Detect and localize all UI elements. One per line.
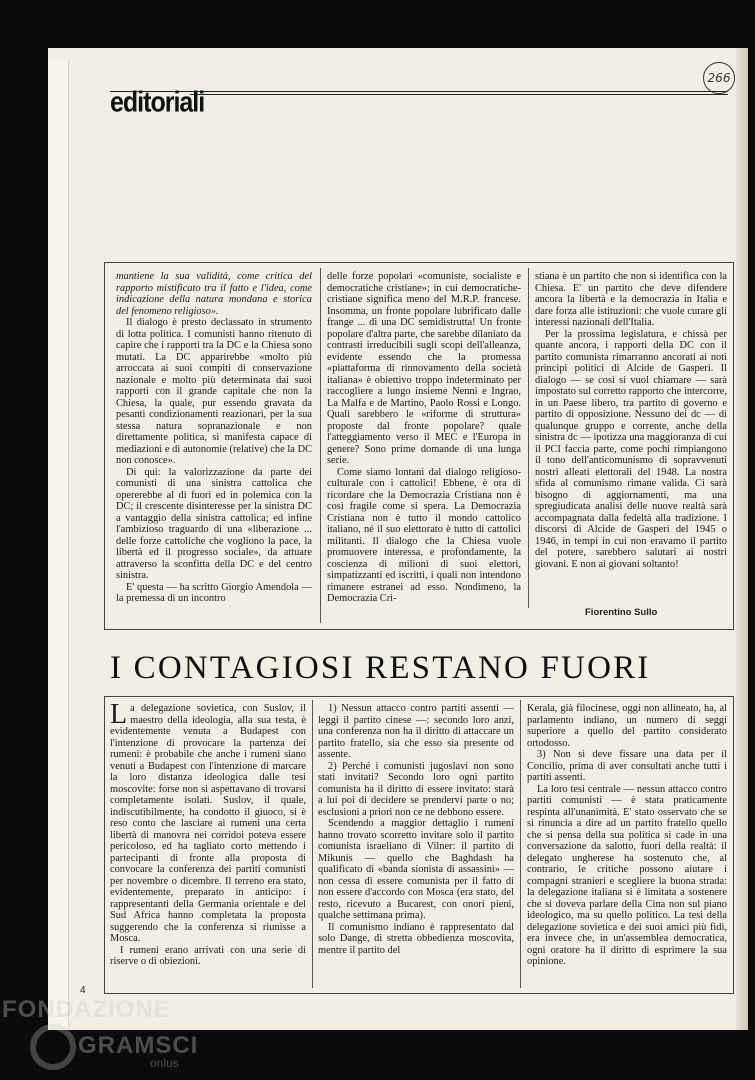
editorial-column-2 (327, 271, 521, 605)
column-divider (528, 268, 529, 608)
watermark-text: GRAMSCI (78, 1032, 199, 1059)
paragraph: delle forze popolari «comuniste, socialiste e democratiche cristiane»; in cui democratiche-cristiane significa meno del M.R.P. francese. Insomma, un fronte popolare lubrificato dalle frange ... di una DC semidistrutta! Un fronte popolare d'altra parte, che sarebbe dilaniato da contrasti irreducibili sugli scopi dell'alleanza, evidente essendo che la promessa «piattaforma di rinnovamento della società italiana» è obiettivo troppo indeterminato per raccogliere a lungo insieme Nenni e Ingrao, La Malfa e de Martino, Paolo Rossi e Longo. Quali sarebbero le «riforme di struttura» proposte dal fronte popolare? quale l'atteggiamento verso il MEC e l'Europa in genere? Sono prime domande di una lunga serie. (327, 271, 521, 466)
article-column-3 (527, 703, 727, 968)
paragraph-text: a delegazione sovietica, con Suslov, il maestro della ideologia, alla sua testa, è evidentemente venuta a Budapest con l'intenzione di provocare la partenza dei rumeni: è probabile che anche i rumeni siano venuti a Budapest con l'intenzione di marcare la loro distanza ideologica dalle tesi moscovite: forse non si aspettavano di trovarsi completamente isolati. Suslov, il quale, indiscutibilmente, ha condotto il giuoco, si è reso conto che lasciare ai rumeni una certa libertà di manovra nei corridoi poteva essere pericoloso, ed ha tagliato corto mettendo i partecipanti di fronte alla proposta di convocare la conferenza dei partiti comunisti per novembre o dicembre. Il terreno era stato, evidentemente, preparato in anticipo: i rappresentanti della Germania orientale e del Sud Africa hanno completata la proposta suggerendo che la conferenza si riunisse a Mosca. (110, 703, 306, 944)
column-divider (312, 700, 313, 988)
article-column-2 (318, 703, 514, 956)
paragraph (110, 699, 306, 945)
page-binding-edge (48, 60, 69, 1030)
paragraph: Il dialogo è presto declassato in strumento di lotta politica. I comunisti hanno ritenuto di capire che i rapporti tra la DC e la Chiesa sono mutati. La DC apparirebbe «molto più arroccata ai suoi compiti di conservazione nazionale e molto più determinata dai suoi rapporti con il grande capitale che non la Chiesa, la quale, pur essendo gravata da pesanti condizionamenti reazionari, per la sua stessa natura sopranazionale e non direttamente politica, si manifesta capace di mediazioni e di autonomie (relative) che la DC non conosce». (116, 317, 312, 466)
column-divider (320, 268, 321, 623)
drop-cap: L (110, 699, 128, 730)
paragraph: mantiene la sua validità, come critica del rapporto mistificato tra il fatto e l'idea, come indicazione della natura mondana e storica del fenomeno religioso». (116, 271, 312, 317)
watermark-text: onlus (150, 1056, 179, 1070)
column-divider (520, 700, 521, 988)
paragraph: Scendendo a maggior dettaglio i rumeni hanno trovato scorretto invitare solo il partito comunista israeliano di Vilner: il partito di Mikunis — quello che Baghdash ha qualificato di «banda sionista di assassini» — non cessa di essere comunista per il fatto di non essere d'accordo con Mosca (era stato, del resto, ricevuto a Bucarest, con onori pieni, qualche settimana prima). (318, 818, 514, 921)
editorial-column-3 (535, 271, 727, 570)
paragraph: Il comunismo indiano è rappresentato dal solo Dange, di stretta obbedienza moscovita, mentre il partito del (318, 921, 514, 956)
paragraph: 1) Nessun attacco contro partiti assenti — leggi il partito cinese —: secondo loro anzi, una conferenza non ha il diritto di attaccare un partito fratello, sia che esso sia presente od assente. (318, 703, 514, 760)
paragraph: Di qui: la valorizzazione da parte dei comunisti di una sinistra cattolica che opererebbe al di fuori ed in polemica con la DC; il crescente disinteresse per la sinistra DC a vantaggio della sinistra cattolica; ed infine l'ambizioso traguardo di una «liberazione ... delle forze cattoliche che vogliono la pace, la libertà ed il progresso sociale», da attuare attraverso la sconfitta della DC e del centro sinistra. (116, 466, 312, 581)
paragraph: 3) Non si deve fissare una data per il Concilio, prima di aver consultati anche tutti i partiti assenti. (527, 749, 727, 783)
page-right-edge (736, 48, 748, 1030)
page-folio: 4 (80, 985, 86, 996)
article-headline: I CONTAGIOSI RESTANO FUORI (110, 650, 651, 686)
paragraph: Kerala, già filocinese, oggi non allineato, ha, al parlamento indiano, un numero di seggi superiore a quello del partito considerato ortodosso. (527, 703, 727, 749)
article-column-1 (110, 699, 306, 968)
paragraph: stiana è un partito che non si identifica con la Chiesa. E' un partito che deve difendere ancora la libertà e la democrazia in Italia e dare forza alle istituzioni: che vuole curare gli interessi nazionali dell'Italia. (535, 271, 727, 328)
paragraph: I rumeni erano arrivati con una serie di riserve o di obiezioni. (110, 944, 306, 967)
paragraph: Come siamo lontani dal dialogo religioso-culturale con i cattolici! Ebbene, è ora di ricordare che la Democrazia Cristiana non è così fragile come si spera. La Democrazia Cristiana non è tutto il mondo cattolico italiano, né il suo elettorato è tutto di cattolici militanti. Il dialogo che la Chiesa vuole promuovere interessa, e profondamente, la coscienza di milioni di suoi elettori, simpatizzanti ed iscritti, i quali non intendono rimanere estranei ad esso. Nondimeno, la Democrazia Cri- (327, 466, 521, 604)
paragraph: E' questa — ha scritto Giorgio Amendola — la premessa di un incontro (116, 581, 312, 604)
author-signature: Fiorentino Sullo (585, 607, 658, 618)
paragraph: La loro tesi centrale — nessun attacco contro partiti comunisti — è stata praticamente respinta all'unanimità. E' stato osservato che se si rinuncia a dire ad un partito fratello quello che si pensa della sua politica si cade in una conversazione da salotto, fuori della realtà: il delegato ungherese ha sostenuto che, al contrario, le critiche possono aiutare i compagni stranieri e scegliere la buona strada: la delegazione italiana si è limitata a sostenere che si doveva parlare della Cina non sul piano ideologico, ma su quello politico. La tesi della delegazione sovietica e dei suoi amici più fidi, era invece che, in un'assemblea democratica, ogni oratore ha il diritto di esprimere la sua opinione. (527, 783, 727, 967)
paragraph: 2) Perché i comunisti jugoslavi non sono stati invitati? Secondo loro ogni partito comunista ha il diritto di essere invitato: starà a lui poi di decidere se prendervi parte o no; esclusioni a priori non ce ne debbono essere. (318, 760, 514, 818)
section-title: editoriali (110, 86, 205, 119)
header-rule-second (190, 94, 728, 95)
watermark-logo-icon (30, 1024, 76, 1070)
handwritten-page-number: 266 (703, 62, 735, 94)
paragraph: Per la prossima legislatura, e chissà per quante ancora, i rapporti della DC con il partito comunista rimarranno ancorati ai noti princìpi politici di Alcide de Gasperi. Il dialogo — se così si vuol chiamare — sarà impostato sul corretto rapporto che intercorre, in un Paese libero, tra partito di governo e partito di opposizione. Nessuno dei dc — di qualunque gruppo e corrente, anche della sinistra dc — ipotizza una maggioranza di cui il PCI faccia parte, come pochi rimpiangono il tono dell'anticomunismo di sopravvenuti nostri alleati elettorali del 1948. La nostra sfida al comunismo rimane valida. Ci sarà bisogno di aggiornamenti, ma una spregiudicata analisi delle nuove realtà sarà accompagnata dalla fedeltà alla tradizione. I discorsi di Alcide de Gasperi del 1945 o 1946, in tempi in cui non eravamo il partito del potere, sarebbero salutari ai nostri giovani. E non ai giovani soltanto! (535, 328, 727, 570)
watermark-text: FONDAZIONE (2, 996, 171, 1023)
editorial-column-1 (116, 271, 312, 605)
